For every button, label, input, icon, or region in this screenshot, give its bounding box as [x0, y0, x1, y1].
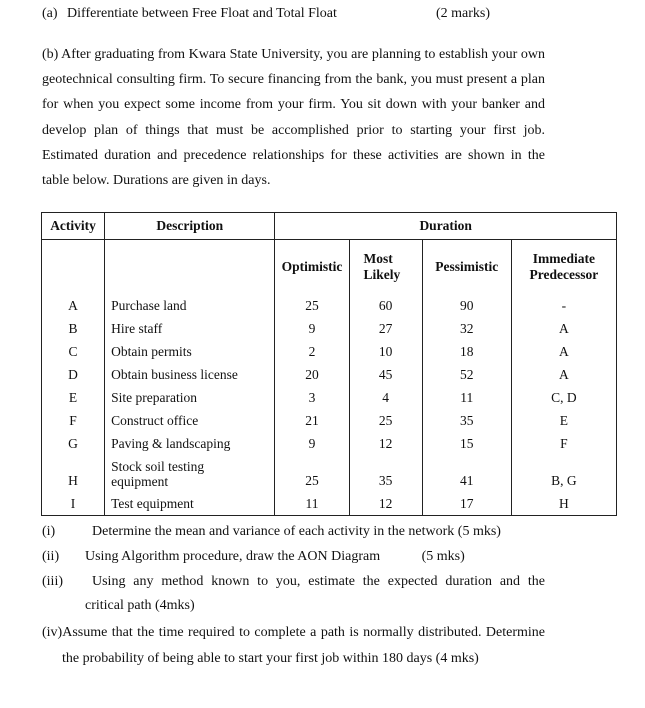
table-row: A Purchase land 25 60 90 -	[42, 294, 617, 317]
header-duration: Duration	[275, 213, 617, 240]
table-row: B Hire staff 9 27 32 A	[42, 317, 617, 340]
header-optimistic: Optimistic	[275, 240, 349, 295]
table-row: F Construct office 21 25 35 E	[42, 409, 617, 432]
table-row: C Obtain permits 2 10 18 A	[42, 340, 617, 363]
table-row: D Obtain business license 20 45 52 A	[42, 363, 617, 386]
question-ii: (ii) Using Algorithm procedure, draw the AON Diagram (5 mks)	[42, 549, 465, 564]
header-most-likely: Most Likely	[349, 240, 422, 295]
question-iii: (iii) Using any method known to you, estimate the expected duration and the critical path (4mks)	[42, 574, 545, 613]
table-row: I Test equipment 11 12 17 H	[42, 492, 617, 516]
question-a-marks: (2 marks)	[436, 6, 491, 21]
duration-table	[41, 212, 617, 516]
table-row: H Stock soil testing equipment 25 35 41 B, G	[42, 455, 617, 492]
table-row: E Site preparation 3 4 11 C, D	[42, 386, 617, 409]
table-row: G Paving & landscaping 9 12 15 F	[42, 432, 617, 455]
question-i: (i) Determine the mean and variance of each activity in the network (5 mks)	[42, 524, 501, 539]
header-activity: Activity	[42, 213, 105, 240]
question-a	[42, 6, 337, 22]
question-a-text: Differentiate between Free Float and Total Float	[67, 6, 337, 21]
header-pessimistic: Pessimistic	[422, 240, 511, 295]
header-description: Description	[105, 213, 275, 240]
question-b-paragraph: (b) After graduating from Kwara State University, you are planning to establish your own geotechnical consulting firm. To secure financing from the bank, you must present a plan for when you expect some income from your firm. You sit down with your banker and develop plan of things that must be accomplished prior to starting your first job. Estimated duration and precedence relationships for these activities are shown in the table below. Durations are given in days.	[42, 47, 545, 189]
question-a-label: (a)	[42, 6, 58, 21]
question-iv: (iv)Assume that the time required to complete a path is normally distributed. Determine the probability of being able to start your first job within 180 days (4 mks)	[42, 625, 545, 666]
header-predecessor: Immediate Predecessor	[511, 240, 616, 295]
